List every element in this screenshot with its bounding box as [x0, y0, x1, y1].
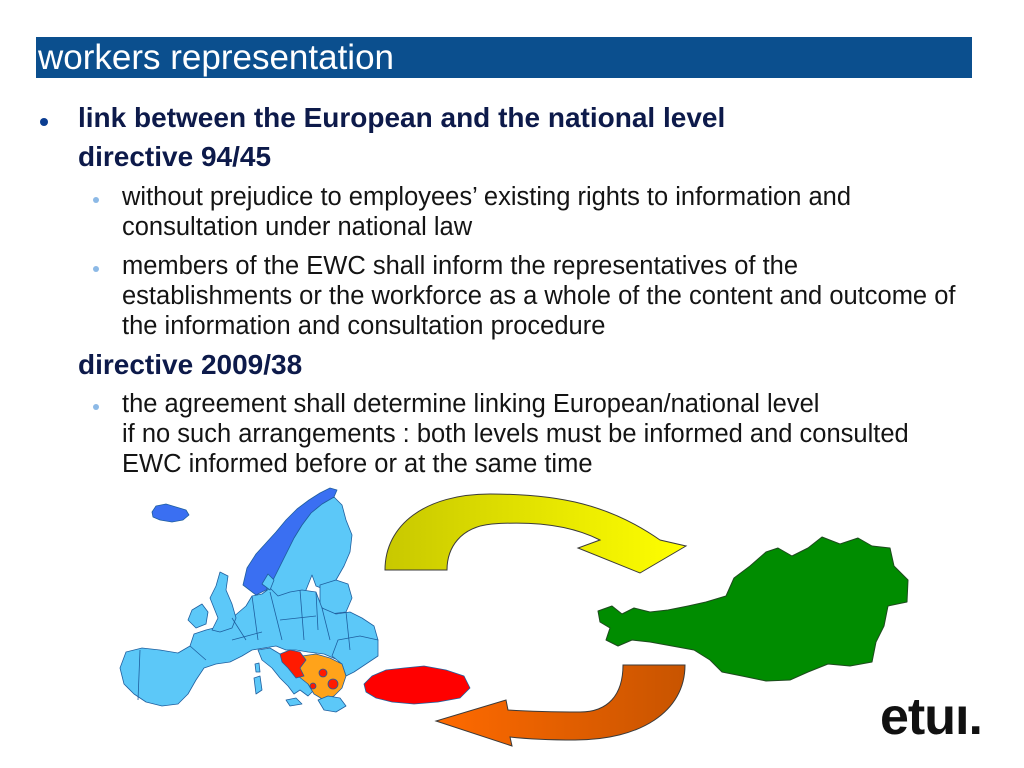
curved-arrow-right-icon [385, 494, 686, 573]
europe-map-uk [210, 572, 236, 632]
curved-arrow-left-icon [436, 665, 685, 746]
europe-map-balkans-spot [319, 669, 327, 677]
europe-map-sardinia [254, 676, 262, 694]
europe-map-balkans-spot [328, 679, 338, 689]
sub-bullet-line: if no such arrangements : both levels must be informed and consulted [122, 420, 909, 448]
sub-bullet-line: EWC informed before or at the same time [122, 450, 593, 478]
europe-map-greece [318, 696, 346, 712]
sub-bullet-line: the information and consultation procedure [122, 312, 606, 340]
europe-map-corsica [255, 663, 260, 672]
sub-bullet-item [122, 251, 955, 341]
europe-map-balkans-spot [310, 683, 316, 689]
sub-bullet-icon [93, 197, 99, 203]
title-bar [36, 37, 972, 78]
section-heading: directive 2009/38 [78, 349, 303, 380]
europe-map-turkey [364, 666, 470, 704]
europe-map-sicily [286, 698, 302, 706]
slide-title: workers representation [38, 38, 394, 77]
sub-bullet-line: establishments or the workforce as a whole of the content and outcome of [122, 282, 956, 310]
sub-bullet-line: consultation under national law [122, 213, 473, 241]
sub-bullet-line: without prejudice to employees’ existing rights to information and [122, 183, 852, 211]
sub-bullet-line: the agreement shall determine linking European/national level [122, 390, 820, 418]
section-heading: directive 94/45 [78, 141, 272, 172]
sub-bullet-item [122, 182, 851, 242]
europe-map-iceland [152, 504, 189, 522]
main-bullet-text: link between the European and the national level [78, 102, 726, 133]
bullet-icon [40, 118, 48, 126]
sub-bullet-icon [93, 404, 99, 410]
sub-bullet-item [122, 389, 909, 479]
sub-bullet-line: members of the EWC shall inform the representatives of the [122, 252, 799, 280]
europe-map-ireland [188, 604, 208, 628]
sub-bullet-icon [93, 266, 99, 272]
etui-logo: etuı. [880, 688, 982, 746]
